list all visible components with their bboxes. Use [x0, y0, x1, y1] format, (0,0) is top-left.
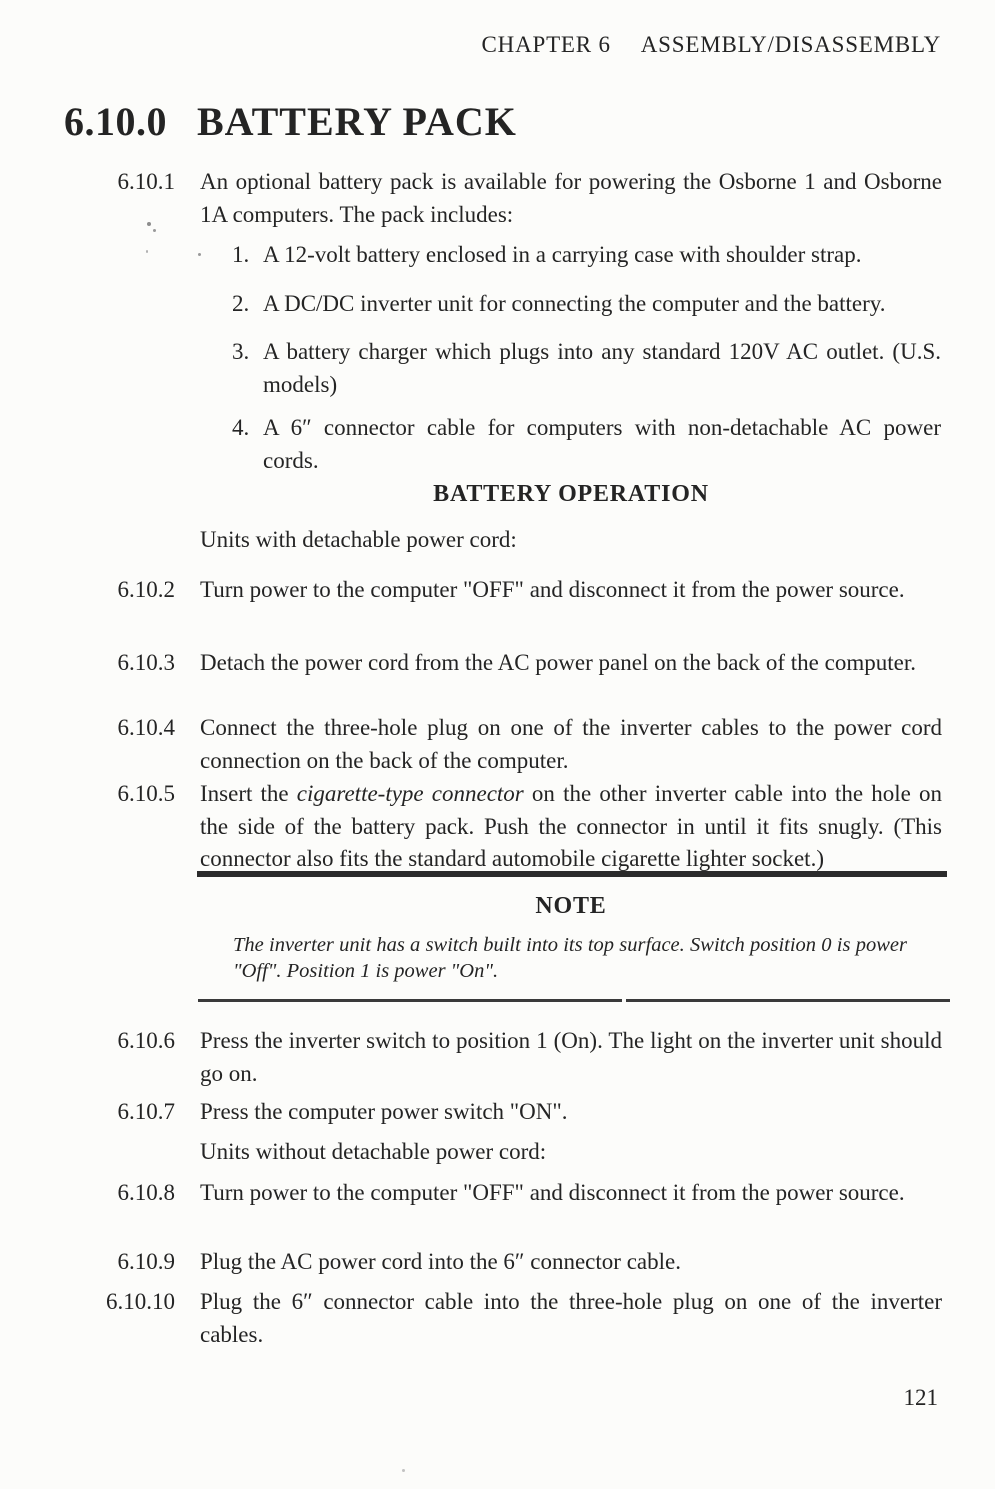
step-6-10-7	[60, 1096, 942, 1129]
list-marker: 1.	[232, 242, 250, 267]
step-6-10-4	[60, 712, 942, 777]
running-header	[0, 32, 941, 58]
running-header-title: ASSEMBLY/DISASSEMBLY	[640, 32, 941, 57]
list-marker: 2.	[232, 291, 250, 316]
note-top-rule	[197, 871, 947, 877]
step-number: 6.10.4	[117, 715, 175, 740]
step-number: 6.10.5	[117, 781, 175, 806]
step-text-fragment: on the other inverter cable into the hole on the side of the battery pack. Push the connector in until it fits snugly. (This connector also fits the standard automobile cigarette lighter socket.)	[200, 781, 943, 871]
paragraph-number: 6.10.1	[117, 169, 175, 194]
list-item-text: A battery charger which plugs into any standard 120V AC outlet. (U.S. models)	[263, 339, 941, 397]
step-6-10-6	[60, 1025, 942, 1090]
scan-speck	[153, 229, 156, 232]
list-item-text: A 12-volt battery enclosed in a carrying case with shoulder strap.	[263, 242, 862, 267]
note-text: The inverter unit has a switch built into its top surface. Switch position 0 is power "Off". Position 1 is power "On".	[233, 934, 907, 982]
step-number: 6.10.8	[117, 1180, 175, 1205]
step-number: 6.10.3	[117, 650, 175, 675]
step-text: Detach the power cord from the AC power panel on the back of the computer.	[200, 650, 916, 675]
step-text: Press the inverter switch to position 1 (On). The light on the inverter unit should go on.	[200, 1028, 942, 1086]
scan-speck	[402, 1469, 405, 1472]
list-item-text: A DC/DC inverter unit for connecting the computer and the battery.	[263, 291, 886, 316]
list-item	[232, 288, 941, 321]
section-heading	[64, 98, 517, 145]
step-text: Plug the AC power cord into the 6″ connector cable.	[200, 1249, 681, 1274]
list-marker: 3.	[232, 339, 250, 364]
step-number: 6.10.10	[106, 1289, 175, 1314]
note-bottom-rule-left	[198, 999, 622, 1002]
list-marker: 4.	[232, 415, 250, 440]
note-bottom-rule-right	[626, 999, 950, 1002]
list-item	[232, 239, 941, 272]
italic-phrase: cigarette-type connector	[296, 781, 524, 806]
scan-speck	[146, 250, 148, 253]
step-6-10-5	[60, 778, 942, 876]
running-header-chapter: CHAPTER 6	[481, 32, 611, 57]
paragraph-6-10-1	[60, 166, 942, 231]
list-item	[232, 412, 941, 477]
step-number: 6.10.9	[117, 1249, 175, 1274]
step-6-10-3	[60, 647, 942, 680]
paragraph-text: An optional battery pack is available for powering the Osborne 1 and Osborne 1A computers. The pack includes:	[200, 169, 942, 227]
page-title: BATTERY PACK	[197, 99, 517, 144]
step-number: 6.10.7	[117, 1099, 175, 1124]
step-text: Connect the three-hole plug on one of the inverter cables to the power cord connection on the back of the computer.	[200, 715, 942, 773]
step-text: Turn power to the computer "OFF" and disconnect it from the power source.	[200, 577, 905, 602]
list-item-text: A 6″ connector cable for computers with non-detachable AC power cords.	[263, 415, 941, 473]
step-6-10-10	[60, 1286, 942, 1351]
step-text: Plug the 6″ connector cable into the three-hole plug on one of the inverter cables.	[200, 1289, 942, 1347]
step-text: Press the computer power switch "ON".	[200, 1099, 568, 1124]
step-number: 6.10.2	[117, 577, 175, 602]
scan-speck	[198, 253, 201, 256]
scan-speck	[147, 222, 151, 226]
step-text	[200, 778, 942, 876]
list-item	[232, 336, 941, 401]
step-text-fragment: Insert the	[200, 781, 297, 806]
section-number: 6.10.0	[64, 99, 167, 144]
units-without-cord-label: Units without detachable power cord:	[200, 1139, 547, 1164]
step-number: 6.10.6	[117, 1028, 175, 1053]
page-number: 121	[903, 1385, 938, 1410]
note-heading: NOTE	[535, 893, 607, 919]
step-text: Turn power to the computer "OFF" and disconnect it from the power source.	[200, 1180, 905, 1205]
step-6-10-2	[60, 574, 942, 607]
units-with-cord-label: Units with detachable power cord:	[200, 527, 517, 552]
step-6-10-8	[60, 1177, 942, 1210]
battery-operation-heading: BATTERY OPERATION	[433, 481, 709, 507]
step-6-10-9	[60, 1246, 942, 1279]
